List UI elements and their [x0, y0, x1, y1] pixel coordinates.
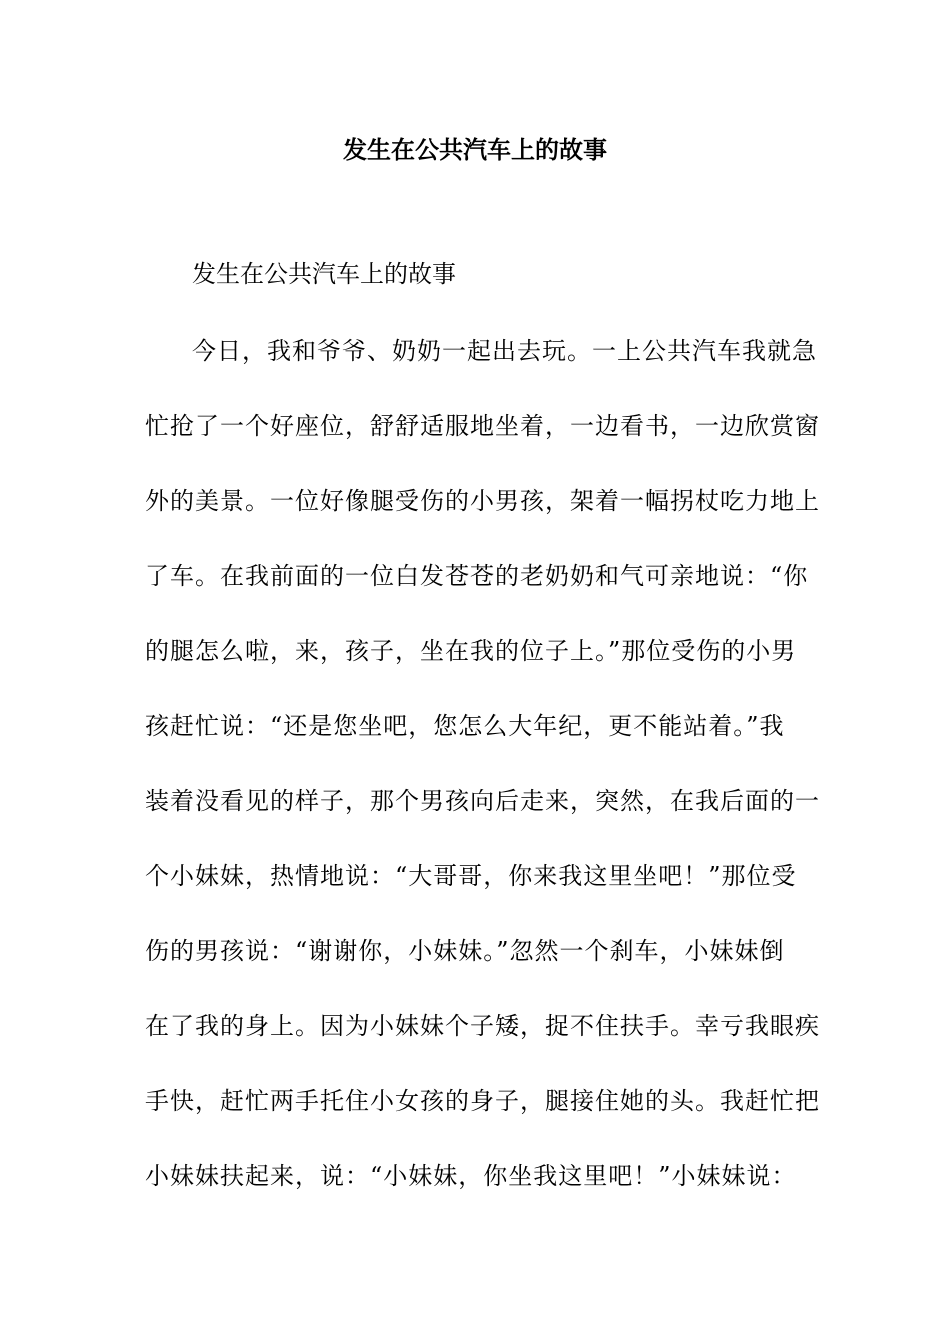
paragraph-line: 装着没看见的样子，那个男孩向后走来，突然，在我后面的一 — [145, 787, 820, 815]
paragraph-line: 在了我的身上。因为小妹妹个子矮，捉不住扶手。幸亏我眼疾 — [145, 1012, 820, 1040]
paragraph-line: 忙抢了一个好座位，舒舒适服地坐着，一边看书，一边欣赏窗 — [145, 412, 820, 440]
paragraph-line: 今日，我和爷爷、奶奶一起出去玩。一上公共汽车我就急 — [192, 337, 817, 365]
paragraph-line: 手快，赶忙两手托住小女孩的身子，腿接住她的头。我赶忙把 — [145, 1087, 820, 1115]
paragraph-line: 的腿怎么啦，来，孩子，坐在我的位子上。”那位受伤的小男 — [145, 637, 797, 665]
paragraph-line: 伤的男孩说：“谢谢你，小妹妹。”忽然一个刹车，小妹妹倒 — [145, 937, 785, 965]
document-title: 发生在公共汽车上的故事 — [343, 135, 607, 164]
paragraph-line: 小妹妹扶起来，说：“小妹妹，你坐我这里吧！”小妹妹说： — [145, 1162, 797, 1190]
paragraph-line: 了车。在我前面的一位白发苍苍的老奶奶和气可亲地说：“你 — [145, 562, 809, 590]
paragraph-line: 外的美景。一位好像腿受伤的小男孩，架着一幅拐杖吃力地上 — [145, 487, 820, 515]
document-subtitle: 发生在公共汽车上的故事 — [192, 260, 456, 288]
paragraph-line: 孩赶忙说：“还是您坐吧，您怎么大年纪，更不能站着。”我 — [145, 712, 785, 740]
paragraph-line: 个小妹妹，热情地说：“大哥哥，你来我这里坐吧！”那位受 — [145, 862, 797, 890]
story-paragraph — [145, 331, 820, 1231]
